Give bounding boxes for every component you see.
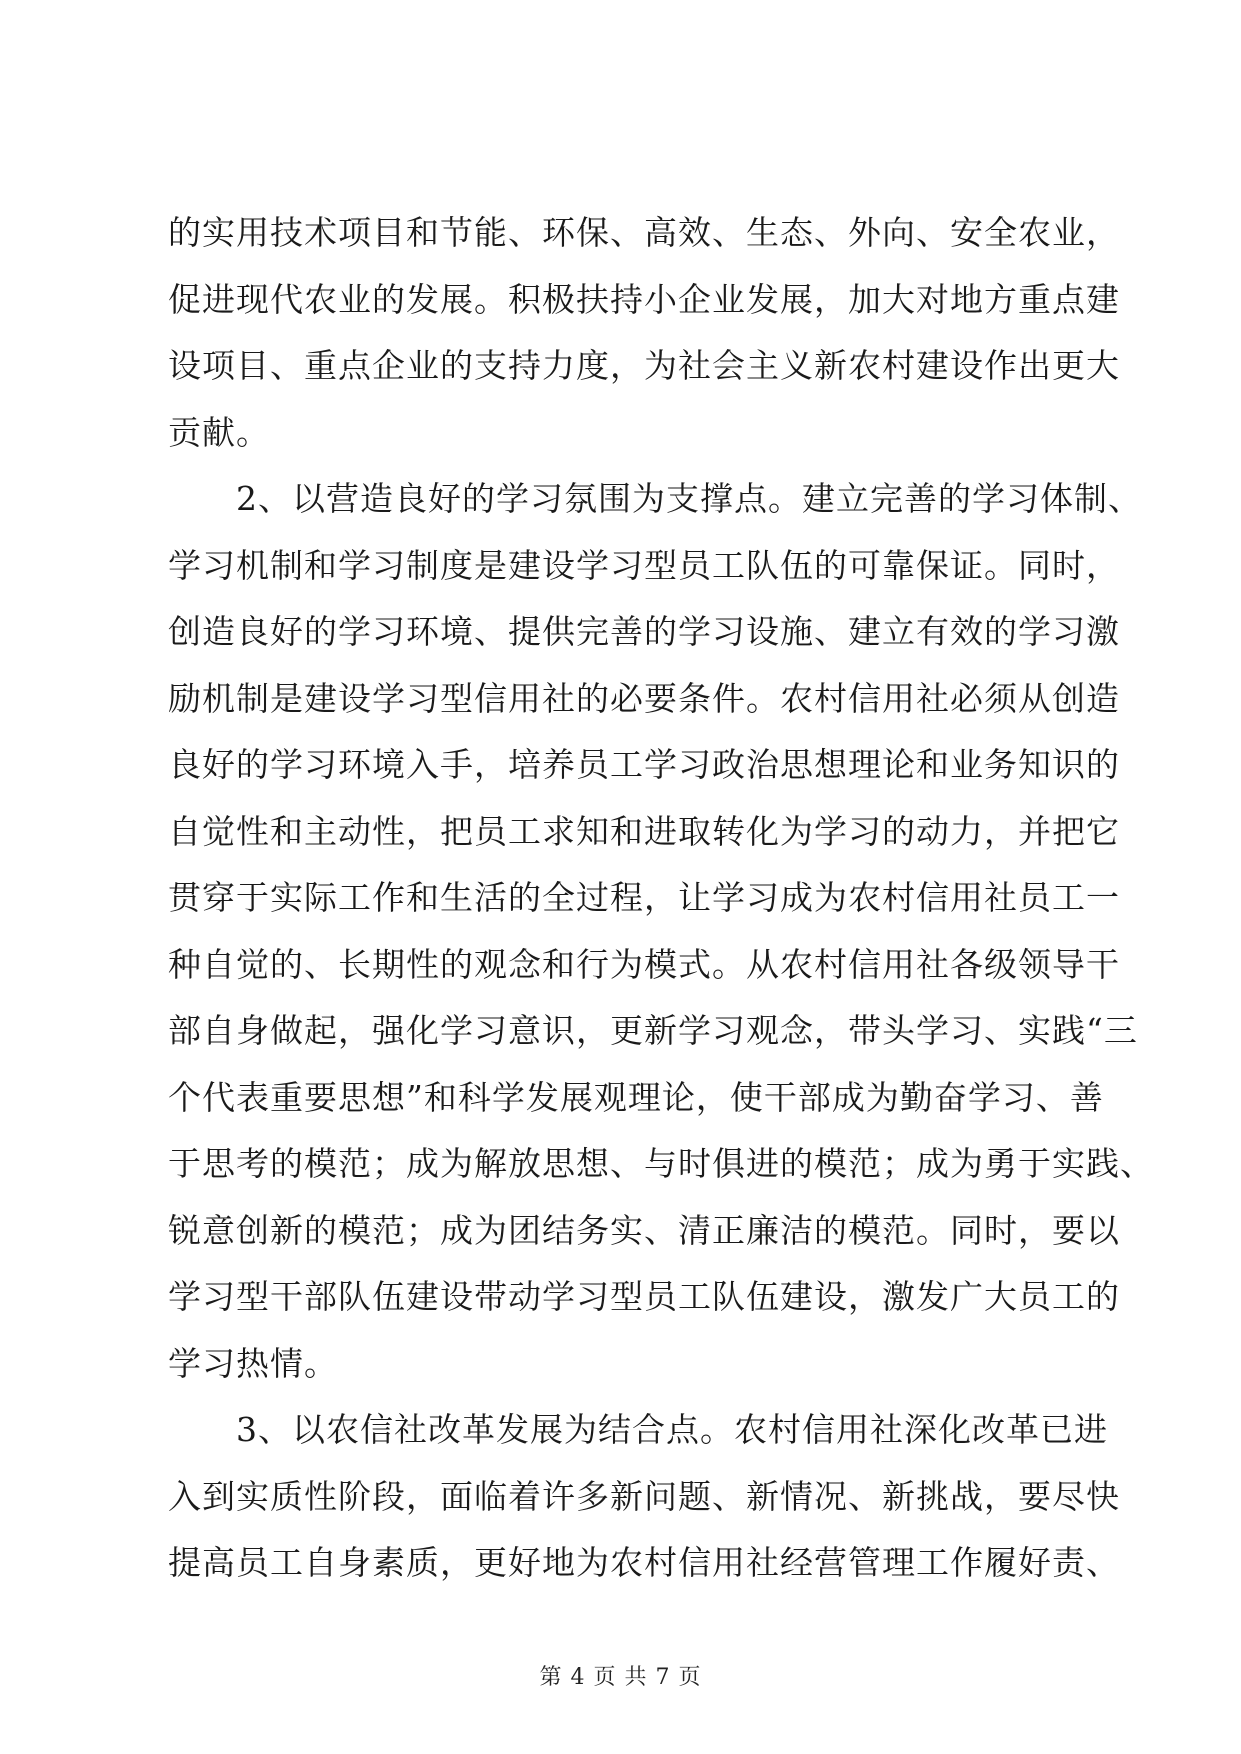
text-line: 贯穿于实际工作和生活的全过程，让学习成为农村信用社员工一 [168,878,1120,917]
text-line: 良好的学习环境入手，培养员工学习政治思想理论和业务知识的 [168,745,1120,784]
text-line: 部自身做起，强化学习意识，更新学习观念，带头学习、实践“三 [168,1011,1138,1050]
text-line: 入到实质性阶段，面临着许多新问题、新情况、新挑战，要尽快 [168,1476,1120,1516]
text-line: 种自觉的、长期性的观念和行为模式。从农村信用社各级领导干 [168,944,1120,984]
text-line: 自觉性和主动性，把员工求知和进取转化为学习的动力，并把它 [168,811,1120,851]
text-line: 2、以营造良好的学习氛围为支撑点。建立完善的学习体制、 [236,479,1142,518]
text-line: 促进现代农业的发展。积极扶持小企业发展，加大对地方重点建 [168,279,1120,319]
text-line: 于思考的模范；成为解放思想、与时俱进的模范；成为勇于实践、 [168,1144,1154,1183]
text-line: 设项目、重点企业的支持力度，为社会主义新农村建设作出更大 [168,346,1120,385]
text-line: 贡献。 [168,412,270,452]
text-line: 学习型干部队伍建设带动学习型员工队伍建设，激发广大员工的 [168,1277,1120,1316]
text-line: 励机制是建设学习型信用社的必要条件。农村信用社必须从创造 [168,678,1120,718]
text-line: 提高员工自身素质，更好地为农村信用社经营管理工作履好责、 [168,1543,1120,1582]
text-line: 3、以农信社改革发展为结合点。农村信用社深化改革已进 [236,1410,1108,1449]
text-line: 学习热情。 [168,1343,338,1383]
document-body [168,200,1154,1597]
text-line: 学习机制和学习制度是建设学习型员工队伍的可靠保证。同时， [168,545,1120,585]
text-line: 锐意创新的模范；成为团结务实、清正廉洁的模范。同时，要以 [168,1210,1120,1250]
text-line: 创造良好的学习环境、提供完善的学习设施、建立有效的学习激 [168,612,1120,651]
text-line: 的实用技术项目和节能、环保、高效、生态、外向、安全农业， [168,213,1120,252]
text-line: 个代表重要思想”和科学发展观理论，使干部成为勤奋学习、善 [168,1077,1104,1117]
page-footer: 第 4 页 共 7 页 [539,1665,702,1690]
